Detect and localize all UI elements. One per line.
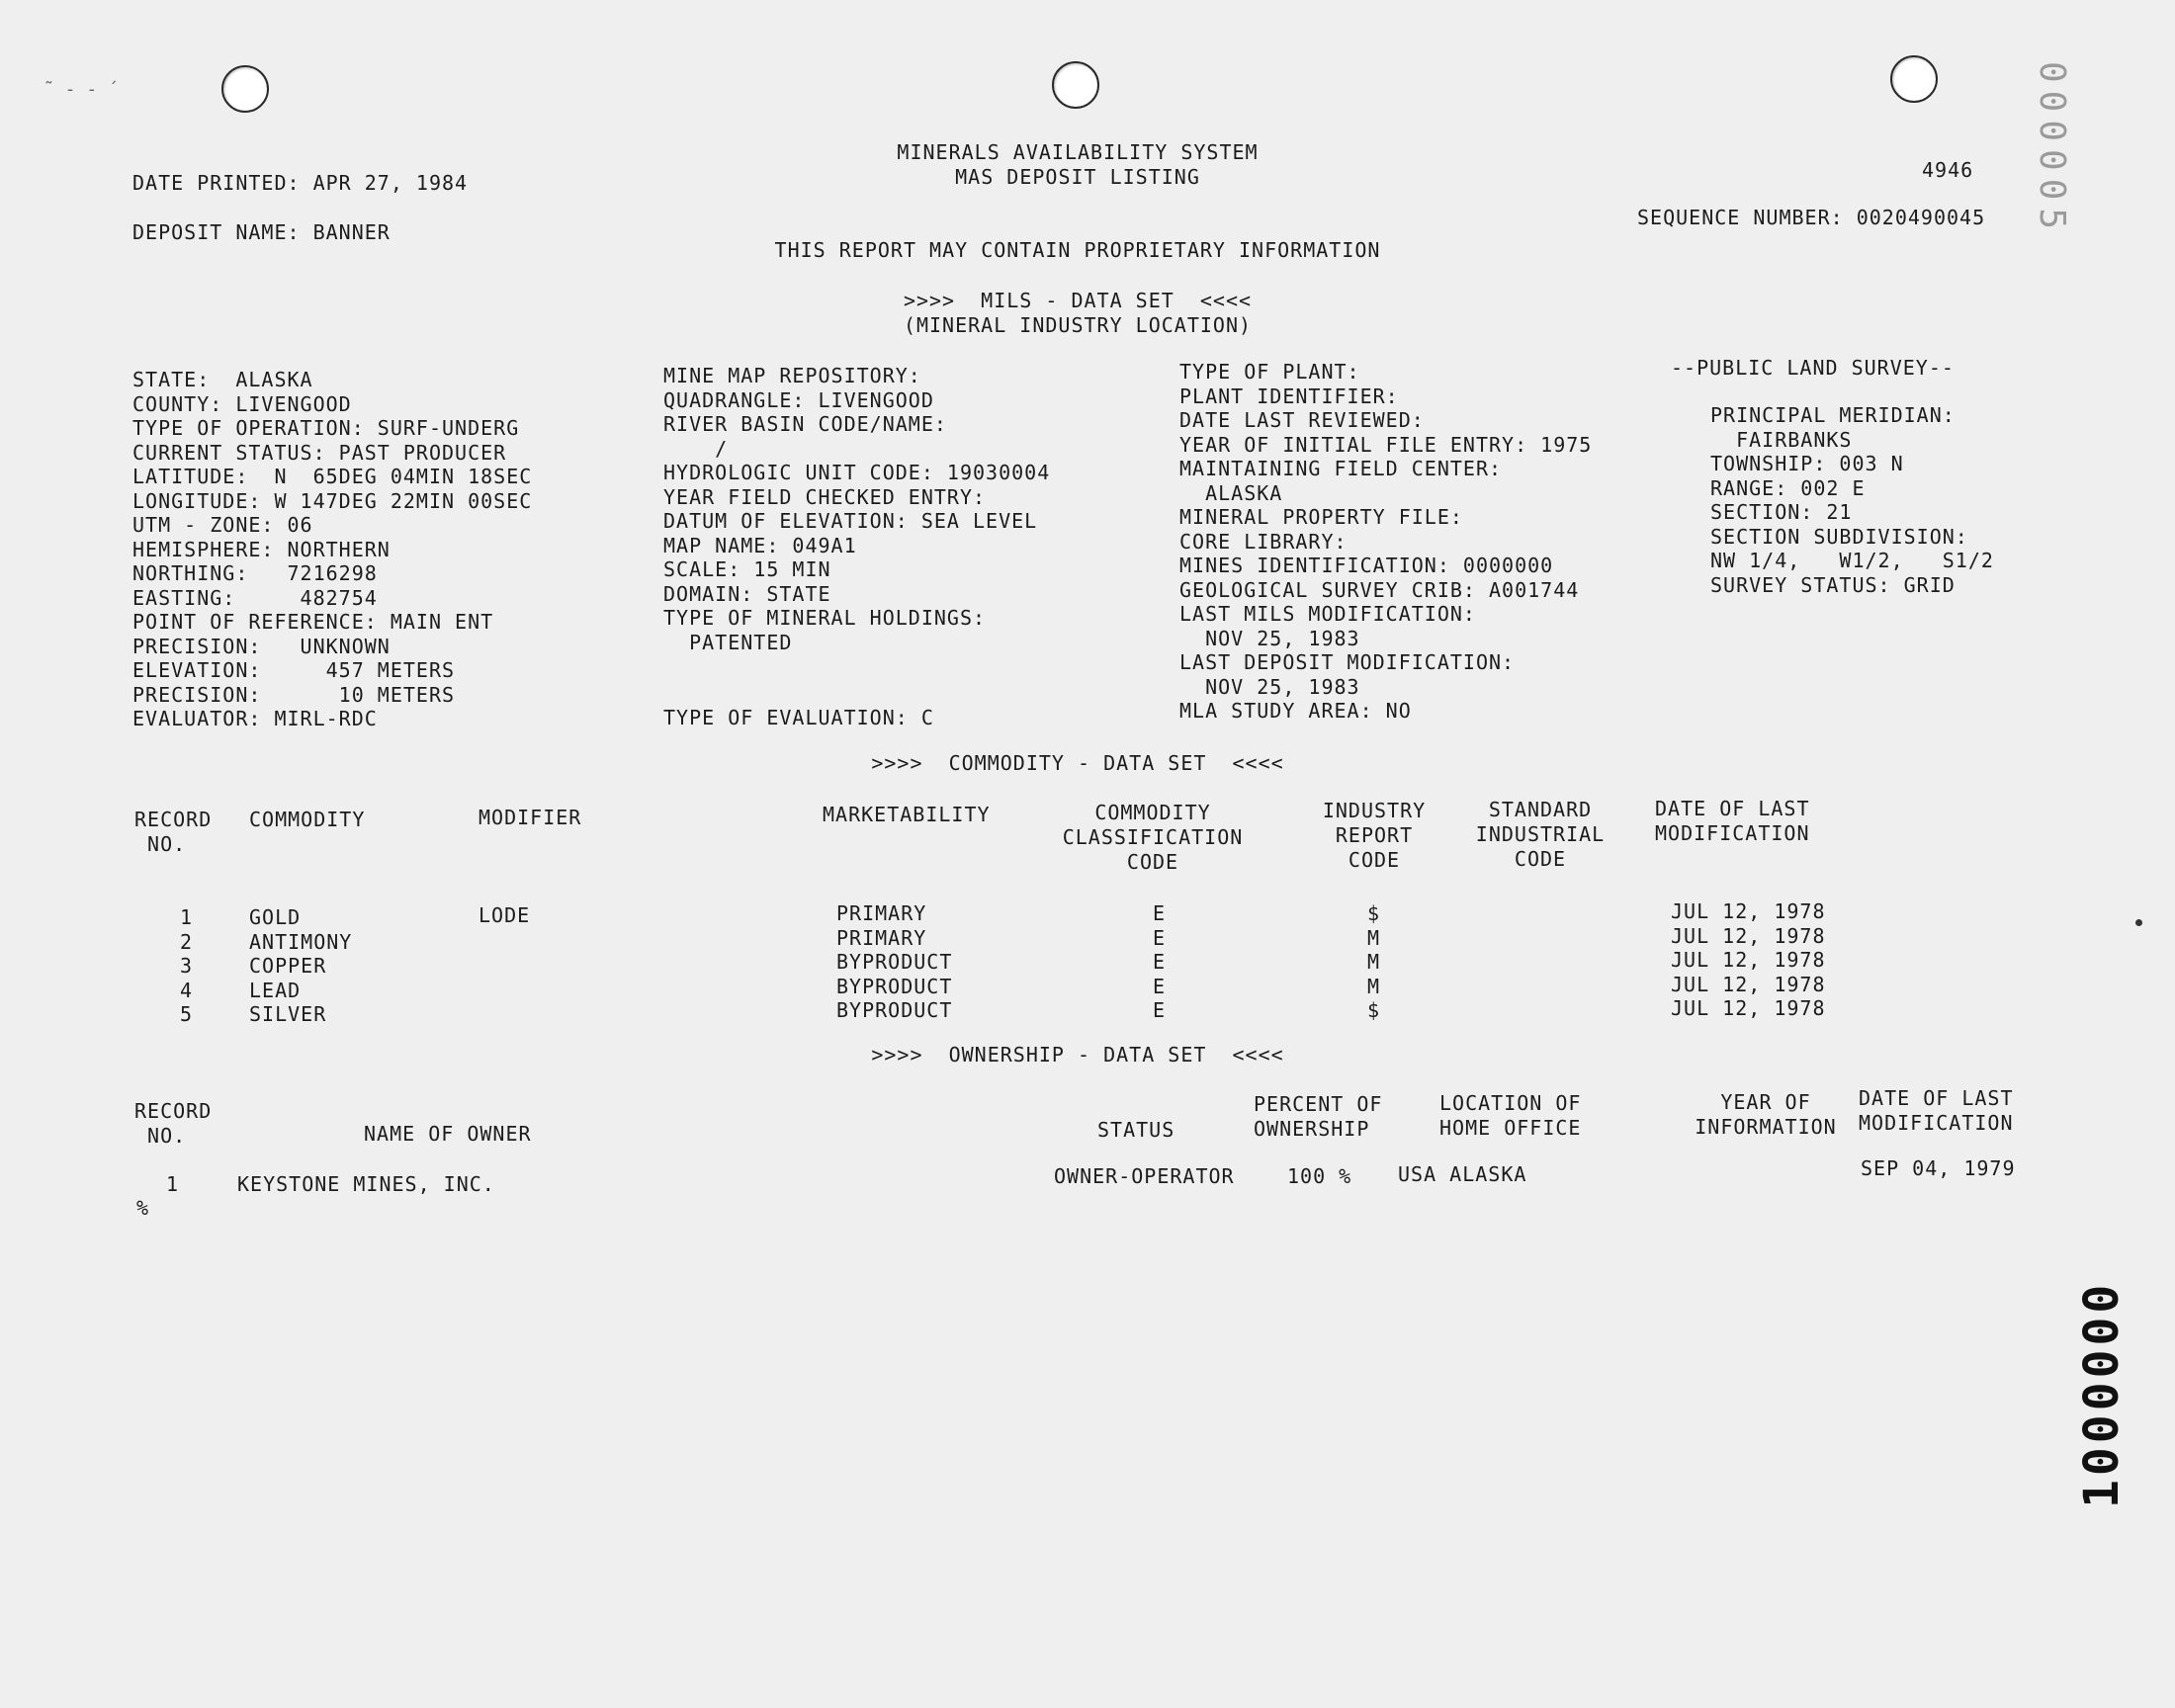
mils-field: HYDROLOGIC UNIT CODE: 19030004	[663, 461, 1051, 484]
ownership-header-name: NAME OF OWNER	[364, 1122, 532, 1146]
record-no: 4	[180, 978, 194, 1002]
mils-field: PRECISION: UNKNOWN	[132, 634, 391, 658]
pls-field: TOWNSHIP: 003 N	[1710, 452, 1904, 475]
pls-field: SECTION: 21	[1710, 500, 1853, 524]
pls-field: PRINCIPAL MERIDIAN:	[1710, 403, 1956, 427]
ownership-title: >>>> OWNERSHIP - DATA SET <<<<	[871, 1043, 1284, 1067]
mils-field: DOMAIN: STATE	[663, 581, 831, 606]
mils-field: ALASKA	[1179, 480, 1283, 505]
mils-field: MINERAL PROPERTY FILE:	[1179, 505, 1463, 529]
mils-field: DATE LAST REVIEWED:	[1179, 408, 1425, 432]
mils-field: COUNTY: LIVENGOOD	[132, 391, 352, 416]
mils-field: PRECISION: 10 METERS	[132, 682, 456, 707]
mils-field: NOV 25, 1983	[1179, 674, 1360, 699]
mils-field: NORTHING: 7216298	[132, 561, 378, 585]
mils-field: TYPE OF OPERATION: SURF-UNDERG	[132, 416, 520, 440]
punch-hole-left	[221, 65, 269, 113]
mils-field: POINT OF REFERENCE: MAIN ENT	[132, 610, 494, 634]
listing-title: MAS DEPOSIT LISTING	[955, 165, 1200, 189]
commodity-header-date: DATE OF LAST MODIFICATION	[1655, 797, 1810, 845]
scan-dot	[2135, 919, 2142, 926]
record-no: 1	[166, 1172, 180, 1196]
owner-status: OWNER-OPERATOR	[1054, 1164, 1235, 1188]
classification-code: E	[1153, 950, 1167, 974]
classification-code: E	[1153, 901, 1167, 925]
record-no: 3	[180, 954, 194, 978]
commodity-header-record-no: RECORD NO.	[134, 808, 213, 856]
mils-field: DATUM OF ELEVATION: SEA LEVEL	[663, 509, 1038, 533]
modification-date: JUL 12, 1978	[1671, 996, 1826, 1020]
punch-hole-right	[1890, 55, 1938, 103]
classification-code: E	[1153, 974, 1167, 998]
end-of-record-mark: %	[136, 1196, 150, 1220]
classification-code: E	[1153, 998, 1167, 1022]
marketability: BYPRODUCT	[836, 998, 953, 1022]
pls-field: RANGE: 002 E	[1710, 475, 1866, 500]
classification-code: E	[1153, 925, 1167, 950]
sequence-number: SEQUENCE NUMBER: 0020490045	[1637, 206, 1986, 229]
mils-field: RIVER BASIN CODE/NAME:	[663, 412, 947, 436]
industry-code: M	[1367, 950, 1381, 974]
marketability: BYPRODUCT	[836, 974, 953, 998]
modification-date: JUL 12, 1978	[1671, 948, 1826, 972]
marketability: BYPRODUCT	[836, 950, 953, 974]
commodity-header-classification: COMMODITY CLASSIFICATION CODE	[1062, 801, 1244, 874]
ownership-header-percent: PERCENT OF OWNERSHIP	[1254, 1092, 1383, 1141]
page-number: 4946	[1922, 158, 1974, 182]
record-no: 1	[180, 905, 194, 929]
commodity-name: GOLD	[249, 905, 302, 929]
marketability: PRIMARY	[836, 901, 927, 925]
mils-field: YEAR FIELD CHECKED ENTRY:	[663, 484, 987, 509]
commodity-name: ANTIMONY	[249, 929, 353, 954]
commodity-name: COPPER	[249, 954, 327, 978]
mils-field: TYPE OF PLANT:	[1179, 360, 1360, 384]
ownership-header-location: LOCATION OF HOME OFFICE	[1439, 1091, 1582, 1140]
ownership-header-year: YEAR OF INFORMATION	[1695, 1090, 1837, 1139]
commodity-title: >>>> COMMODITY - DATA SET <<<<	[871, 751, 1284, 775]
mils-field: MLA STUDY AREA: NO	[1179, 699, 1412, 723]
proprietary-notice: THIS REPORT MAY CONTAIN PROPRIETARY INFORMATION	[774, 238, 1381, 262]
mils-field: TYPE OF EVALUATION: C	[663, 706, 934, 729]
industry-code: $	[1367, 998, 1381, 1022]
mils-field: MINE MAP REPOSITORY:	[663, 364, 921, 387]
mils-field: NOV 25, 1983	[1179, 626, 1360, 650]
modification-date: JUL 12, 1978	[1671, 923, 1826, 948]
commodity-header-sic: STANDARD INDUSTRIAL CODE	[1475, 798, 1606, 871]
mils-field: CORE LIBRARY:	[1179, 529, 1348, 554]
industry-code: M	[1367, 974, 1381, 998]
commodity-header-modifier: MODIFIER	[478, 806, 582, 829]
ownership-header-record-no: RECORD NO.	[134, 1099, 213, 1148]
modification-date: JUL 12, 1978	[1671, 972, 1826, 996]
mils-field: /	[663, 436, 729, 461]
modification-date: SEP 04, 1979	[1861, 1156, 2016, 1180]
mils-field: QUADRANGLE: LIVENGOOD	[663, 387, 934, 412]
date-printed: DATE PRINTED: APR 27, 1984	[132, 171, 469, 195]
mils-field: MAINTAINING FIELD CENTER:	[1179, 457, 1503, 480]
record-no: 2	[180, 929, 194, 954]
mils-field: MAP NAME: 049A1	[663, 533, 857, 557]
page-stamp-top: 000005	[2032, 61, 2072, 238]
mils-field: YEAR OF INITIAL FILE ENTRY: 1975	[1179, 432, 1593, 457]
pls-field: FAIRBANKS	[1710, 427, 1853, 452]
mils-field: HEMISPHERE: NORTHERN	[132, 537, 391, 561]
mils-field: MINES IDENTIFICATION: 0000000	[1179, 554, 1554, 577]
pls-field: SECTION SUBDIVISION:	[1710, 524, 1968, 549]
mils-field: EVALUATOR: MIRL-RDC	[132, 707, 378, 730]
page-stamp-bottom: 1000000	[2074, 1280, 2130, 1508]
commodity-header-commodity: COMMODITY	[249, 808, 366, 831]
system-title: MINERALS AVAILABILITY SYSTEM	[897, 140, 1259, 164]
commodity-name: LEAD	[249, 978, 302, 1002]
mils-field: ELEVATION: 457 METERS	[132, 658, 456, 682]
mils-field: SCALE: 15 MIN	[663, 557, 831, 581]
mils-field: PATENTED	[663, 630, 793, 654]
ownership-percent: 100 %	[1287, 1164, 1352, 1188]
industry-code: $	[1367, 901, 1381, 925]
mils-field: LATITUDE: N 65DEG 04MIN 18SEC	[132, 465, 533, 488]
mils-field: LONGITUDE: W 147DEG 22MIN 00SEC	[132, 488, 533, 513]
commodity-header-marketability: MARKETABILITY	[823, 803, 991, 826]
ownership-header-status: STATUS	[1097, 1118, 1175, 1142]
commodity-header-industry: INDUSTRY REPORT CODE	[1322, 799, 1427, 872]
scan-mark: ˜ ‐ ‐ ´	[44, 79, 119, 100]
owner-name: KEYSTONE MINES, INC.	[237, 1172, 495, 1196]
mils-subtitle: (MINERAL INDUSTRY LOCATION)	[903, 313, 1253, 337]
mils-field: TYPE OF MINERAL HOLDINGS:	[663, 606, 987, 630]
mils-field: UTM - ZONE: 06	[132, 513, 313, 537]
mils-field: LAST DEPOSIT MODIFICATION:	[1179, 650, 1516, 674]
mils-field: LAST MILS MODIFICATION:	[1179, 602, 1476, 626]
modification-date: JUL 12, 1978	[1671, 899, 1826, 923]
mils-field: STATE: ALASKA	[132, 368, 313, 391]
punch-hole-center	[1052, 61, 1099, 109]
mils-title: >>>> MILS - DATA SET <<<<	[903, 289, 1253, 312]
mils-field: EASTING: 482754	[132, 585, 378, 610]
record-no: 5	[180, 1002, 194, 1026]
public-land-survey-title: --PUBLIC LAND SURVEY--	[1671, 356, 1955, 380]
deposit-name: DEPOSIT NAME: BANNER	[132, 220, 391, 244]
home-office-location: USA ALASKA	[1398, 1162, 1527, 1186]
ownership-header-date: DATE OF LAST MODIFICATION	[1859, 1086, 2014, 1135]
mils-field: CURRENT STATUS: PAST PRODUCER	[132, 440, 507, 465]
mils-field: PLANT IDENTIFIER:	[1179, 384, 1399, 408]
mils-field: GEOLOGICAL SURVEY CRIB: A001744	[1179, 577, 1580, 602]
industry-code: M	[1367, 925, 1381, 950]
commodity-name: SILVER	[249, 1002, 327, 1026]
pls-field: NW 1/4, W1/2, S1/2	[1710, 549, 1994, 572]
marketability: PRIMARY	[836, 925, 927, 950]
modifier: LODE	[478, 903, 531, 927]
pls-field: SURVEY STATUS: GRID	[1710, 572, 1956, 597]
